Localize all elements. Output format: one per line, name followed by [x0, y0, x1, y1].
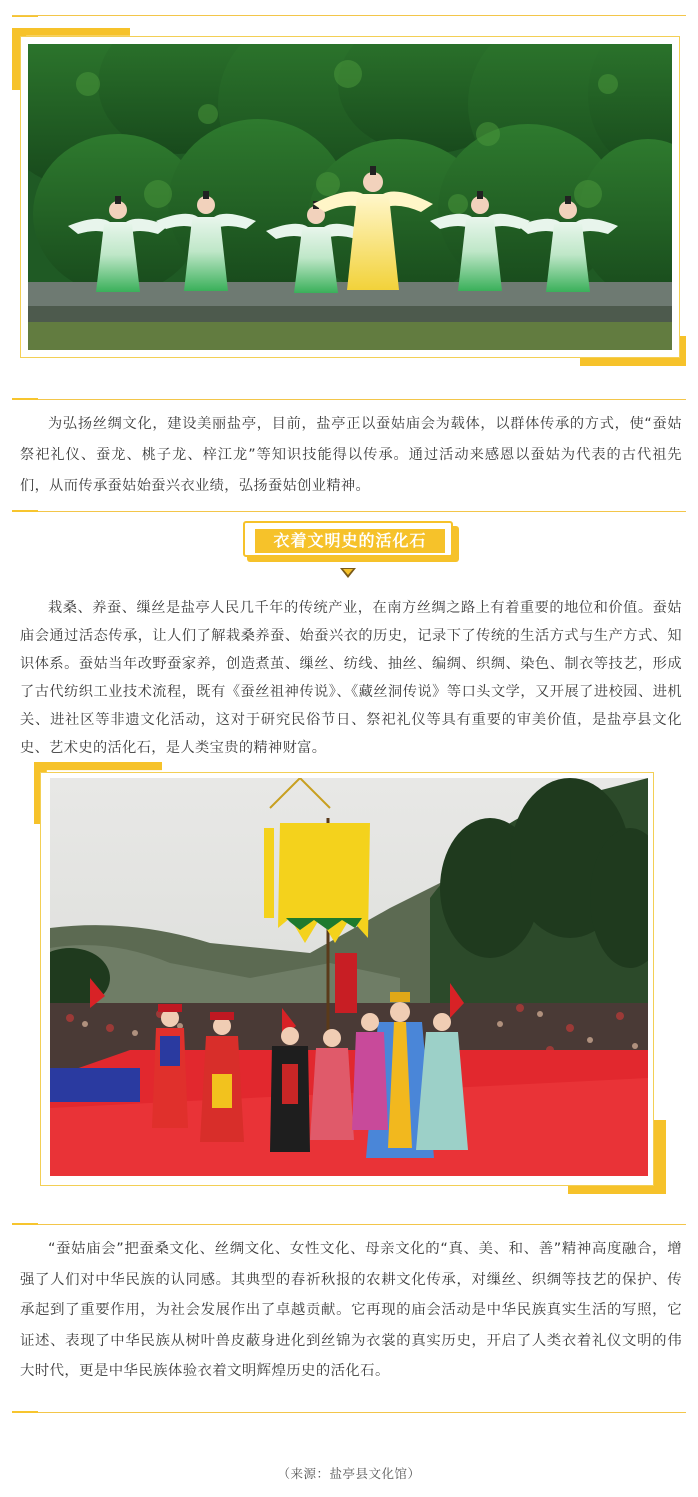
divider-2 — [12, 511, 686, 512]
photo-2-corner-right-strip — [654, 1120, 666, 1194]
divider-3 — [12, 1224, 686, 1225]
section-title-box — [243, 521, 459, 562]
section-title: 衣着文明史的活化石 — [255, 529, 445, 553]
paragraph-1: 为弘扬丝绸文化，建设美丽盐亭，目前，盐亭正以蚕姑庙会为载体，以群体传承的方式，使“蚕姑祭祀礼仪、蚕龙、桃子龙、梓江龙”等知识技能得以传承。通过活动来感恩以蚕姑为代表的古代祖先们，从而传承蚕姑始蚕兴衣业绩，弘扬蚕姑创业精神。 — [20, 416, 682, 494]
photo-dancers — [28, 44, 672, 350]
divider-2-accent — [12, 510, 38, 512]
photo-procession — [50, 778, 648, 1176]
section-title-frame — [243, 521, 453, 557]
divider-4 — [12, 1412, 686, 1413]
paragraph-2: 栽桑、养蚕、缫丝是盐亭人民几千年的传统产业，在南方丝绸之路上有着重要的地位和价值。蚕姑庙会通过活态传承，让人们了解栽桑养蚕、始蚕兴衣的历史，记录下了传统的生活方式与生产方式、知识体系。蚕姑当年改野蚕家养，创造煮茧、缫丝、纺线、抽丝、编绸、织绸、染色、制衣等技艺，形成了古代纺织工业技术流程，既有《蚕丝祖神传说》、《藏丝洞传说》等口头文学，又开展了进校园、进机关、进社区等非遗文化活动，这对于研究民俗节日、祭祀礼仪等具有重要的审美价值，是盐亭县文化史、艺术史的活化石，是人类宝贵的精神财富。 — [20, 600, 682, 756]
source-credit: （来源：盐亭县文化馆） — [277, 1466, 421, 1481]
divider-1 — [12, 399, 686, 400]
section-title-arrow-inner — [343, 569, 353, 575]
paragraph-3: “蚕姑庙会”把蚕桑文化、丝绸文化、女性文化、母亲文化的“真、美、和、善”精神高度融合，增强了人们对中华民族的认同感。其典型的春祈秋报的农耕文化传承，对缫丝、织绸等技艺的保护、传承起到了重要作用，为社会发展作出了卓越贡献。它再现的庙会活动是中华民族真实生活的写照，它证述、表现了中华民族从树叶兽皮蔽身进化到丝锦为衣裳的真实历史，开启了人类衣着礼仪文明的伟大时代，更是中华民族体验衣着文明辉煌历史的活化石。 — [20, 1241, 682, 1379]
procession-image — [50, 778, 648, 1176]
divider-1-accent — [12, 398, 38, 400]
divider-4-accent — [12, 1411, 38, 1413]
photo-1-wrapper — [0, 0, 698, 380]
divider-3-accent — [12, 1223, 38, 1225]
photo-2-wrapper — [0, 760, 698, 1200]
dancers-image — [28, 44, 672, 350]
